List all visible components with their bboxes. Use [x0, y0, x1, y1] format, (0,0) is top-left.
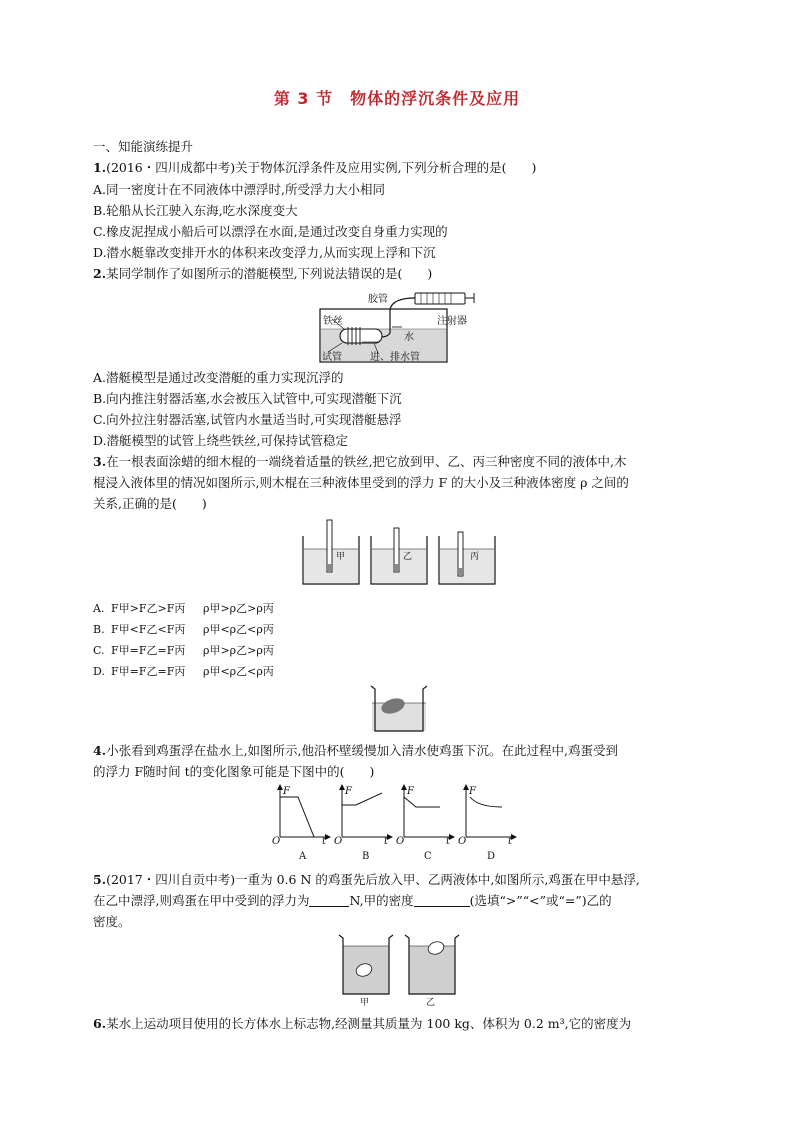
graph-a-origin: O [272, 836, 281, 847]
beaker-jia-egg [339, 935, 393, 994]
question-5-number: 5. [93, 872, 107, 887]
graph-d-axis-f: F [469, 786, 476, 797]
question-5-text-2a: 在乙中漂浮,则鸡蛋在甲中受到的浮力为 [93, 893, 310, 908]
beaker-label-jia: 甲 [336, 552, 346, 562]
submarine-label-pipe: 进、排水管 [370, 352, 420, 363]
graph-b-axis-t: t [384, 836, 389, 847]
question-2-option-c: C.向外拉注射器活塞,试管内水量适当时,可实现潜艇悬浮 [93, 412, 402, 427]
question-1-option-c: C.橡皮泥捏成小船后可以漂浮在水面,是通过改变自身重力实现的 [93, 224, 448, 239]
beaker-yi [371, 528, 427, 584]
graph-b-axis-f: F [345, 786, 352, 797]
graph-a-axis-t: t [322, 836, 327, 847]
beaker-label-jia-q5: 甲 [360, 998, 370, 1008]
question-5-line-3: 密度。 [93, 914, 131, 929]
answer-blank-density[interactable] [414, 894, 470, 907]
beaker-label-yi-q5: 乙 [426, 998, 436, 1008]
submarine-label-wire: 铁丝 [323, 316, 343, 327]
graph-d-axis-t: t [508, 836, 513, 847]
question-3-text-1: 在一根表面涂蜡的细木棍的一端绕着适量的铁丝,把它放到甲、乙、丙三种密度不同的液体中,木 [106, 454, 627, 469]
submarine-label-hose: 胶管 [368, 294, 388, 305]
beaker-bing [439, 532, 495, 584]
question-1-option-a: A.同一密度计在不同液体中漂浮时,所受浮力大小相同 [93, 182, 385, 197]
beaker-label-bing: 丙 [470, 552, 480, 562]
question-4-stem-line-1 [93, 743, 713, 759]
question-3-option-a: A. F甲>F乙>F丙 ρ甲>ρ乙>ρ丙 [93, 602, 274, 615]
graph-a-axis-f: F [283, 786, 290, 797]
question-2-option-a: A.潜艇模型是通过改变潜艇的重力实现沉浮的 [93, 370, 344, 385]
question-5-line-2 [93, 893, 713, 909]
graph-d-origin: O [458, 836, 467, 847]
submarine-label-syringe: 注射器 [437, 316, 467, 327]
question-6-stem [93, 1016, 713, 1032]
question-2-text: 某同学制作了如图所示的潜艇模型,下列说法错误的是( ) [106, 266, 433, 281]
question-1-text: (2016・四川成都中考)关于物体沉浮条件及应用实例,下列分析合理的是( ) [106, 160, 537, 175]
graph-d-label: D [487, 851, 496, 862]
question-1-stem [93, 160, 713, 176]
three-beakers-figure [298, 516, 498, 586]
answer-blank-buoyancy[interactable] [309, 894, 349, 907]
question-3-number: 3. [93, 454, 107, 469]
graph-c-axis-f: F [407, 786, 414, 797]
graph-c-label: C [424, 851, 432, 862]
question-6-text: 某水上运动项目使用的长方体水上标志物,经测量其质量为 100 kg、体积为 0.2 m³,它的密度为 [106, 1016, 632, 1031]
question-2-number: 2. [93, 266, 107, 281]
graph-b-origin: O [334, 836, 343, 847]
graph-c-axis-t: t [446, 836, 451, 847]
question-2-option-d: D.潜艇模型的试管上绕些铁丝,可保持试管稳定 [93, 433, 349, 448]
question-1-option-d: D.潜水艇靠改变排开水的体积来改变浮力,从而实现上浮和下沉 [93, 245, 436, 260]
page-title: 第 3 节 物体的浮沉条件及应用 [273, 89, 521, 108]
submarine-label-water: 水 [404, 332, 414, 343]
section-heading: 一、知能演练提升 [93, 139, 194, 154]
beaker-label-yi: 乙 [403, 552, 413, 562]
question-1-number: 1. [93, 160, 107, 175]
question-5-text-1: (2017・四川自贡中考)一重为 0.6 N 的鸡蛋先后放入甲、乙两液体中,如图所示,鸡蛋在甲中悬浮, [106, 872, 640, 887]
graph-b-label: B [362, 851, 370, 862]
question-6-number: 6. [93, 1016, 107, 1031]
question-3-stem-line-2: 棍浸入液体里的情况如图所示,则木棍在三种液体里受到的浮力 F 的大小及三种液体密度 ρ 之间的 [93, 475, 629, 490]
egg-beaker-figure [368, 683, 430, 733]
question-5-text-2c: (选填“>”“<”或“=”)乙的 [469, 893, 612, 908]
question-2-option-b: B.向内推注射器活塞,水会被压入试管中,可实现潜艇下沉 [93, 391, 402, 406]
question-1-option-b: B.轮船从长江驶入东海,吃水深度变大 [93, 203, 298, 218]
question-2-stem [93, 266, 713, 282]
question-4-number: 4. [93, 743, 107, 758]
question-3-stem-line-1 [93, 454, 713, 470]
question-3-option-c: C. F甲=F乙=F丙 ρ甲>ρ乙>ρ丙 [93, 644, 274, 657]
question-3-option-d: D. F甲=F乙=F丙 ρ甲<ρ乙<ρ丙 [93, 665, 274, 678]
graph-a-label: A [299, 851, 307, 862]
beaker-jia [303, 520, 359, 584]
question-4-text-1: 小张看到鸡蛋浮在盐水上,如图所示,他沿杯壁缓慢加入清水使鸡蛋下沉。在此过程中,鸡蛋受到 [106, 743, 618, 758]
beaker-yi-egg [405, 935, 459, 994]
question-4-stem-line-2: 的浮力 F随时间 t的变化图象可能是下图中的( ) [93, 764, 375, 779]
question-3-stem-line-3: 关系,正确的是( ) [93, 496, 207, 511]
question-5-line-1 [93, 872, 713, 888]
two-beakers-figure [336, 930, 462, 1000]
buoyancy-graphs-figure [270, 783, 520, 855]
question-5-text-2b: N,甲的密度 [349, 893, 414, 908]
graph-c-origin: O [396, 836, 405, 847]
submarine-label-tube: 试管 [322, 352, 342, 363]
question-3-option-b: B. F甲<F乙<F丙 ρ甲<ρ乙<ρ丙 [93, 623, 274, 636]
